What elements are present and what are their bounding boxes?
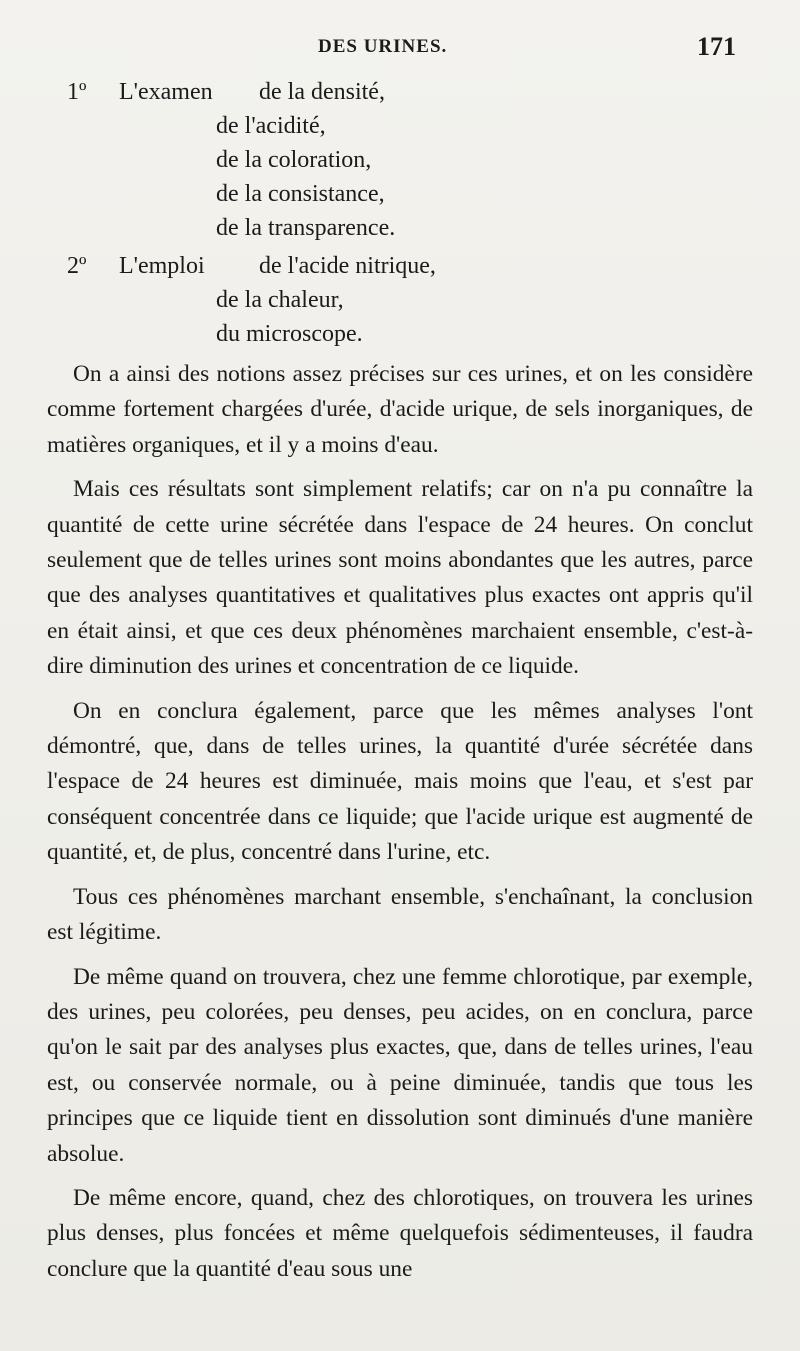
enumeration-line [216,285,344,315]
enumeration-line [67,251,436,281]
enumeration-item: de la transparence. [216,215,396,241]
enumeration-line [216,213,395,243]
paragraph: De même encore, quand, chez des chlorotiques, on trouvera les urines plus denses, plus foncées et même quelquefois sédimenteuses, il faudra conclure que la quantité d'eau sous une [47,1184,753,1282]
enumeration-item: de la densité, [259,79,385,105]
enumeration-item: du microscope. [216,321,363,347]
enumeration-item: de la consistance, [216,181,385,207]
enumeration-item: de l'acide nitrique, [259,253,436,279]
page-header [0,30,800,70]
paragraph: On en conclura également, parce que les mêmes analyses l'ont démontré, que, dans de telles urines, la quantité d'urée sécrétée dans l'espace de 24 heures est diminuée, mais moins que l'eau, et s'est par conséquent concentrée dans ce liquide; que l'acide urique est augmenté de quantité, et, de plus, concentré dans l'urine, etc. [47,697,753,866]
enumeration-label: L'examen [119,79,213,105]
paragraph: Tous ces phénomènes marchant ensemble, s'enchaînant, la conclusion est légitime. [47,883,753,946]
enumeration-marker: 2º [67,253,87,279]
page-number: 171 [697,32,736,61]
enumeration-line [216,319,363,349]
enumeration-item: de la chaleur, [216,287,344,313]
enumeration-line [67,77,385,107]
paragraph: De même quand on trouvera, chez une femme chlorotique, par exemple, des urines, peu colorées, peu denses, peu acides, on en conclura, parce qu'on le sait par des analyses plus exactes, que, dans de telles urines, l'eau est, ou conservée normale, ou à peine diminuée, tandis que tous les principes que ce liquide tient en dissolution sont diminués d'une manière absolue. [47,963,753,1167]
enumeration-item: de l'acidité, [216,113,326,139]
paragraph: On a ainsi des notions assez précises sur ces urines, et on les considère comme fortement chargées d'urée, d'acide urique, de sels inorganiques, de matières organiques, et il y a moins d'eau. [47,361,753,458]
enumeration-line [216,179,385,209]
enumeration-item: de la coloration, [216,147,372,173]
enumeration-label: L'emploi [119,253,205,279]
enumeration-line [216,145,371,175]
paragraph: Mais ces résultats sont simplement relatifs; car on n'a pu connaître la quantité de cette urine sécrétée dans l'espace de 24 heures. On conclut seulement que de telles urines sont moins abondantes que les autres, parce que des analyses quantitatives et qualitatives plus exactes ont appris qu'il en était ainsi, et que ces deux phénomènes marchaient ensemble, c'est-à-dire diminution des urines et concentration de ce liquide. [47,476,753,680]
running-title: DES URINES. [318,36,448,57]
enumeration-line [216,111,326,141]
enumeration-marker: 1º [67,79,87,105]
body-text [47,357,753,1296]
